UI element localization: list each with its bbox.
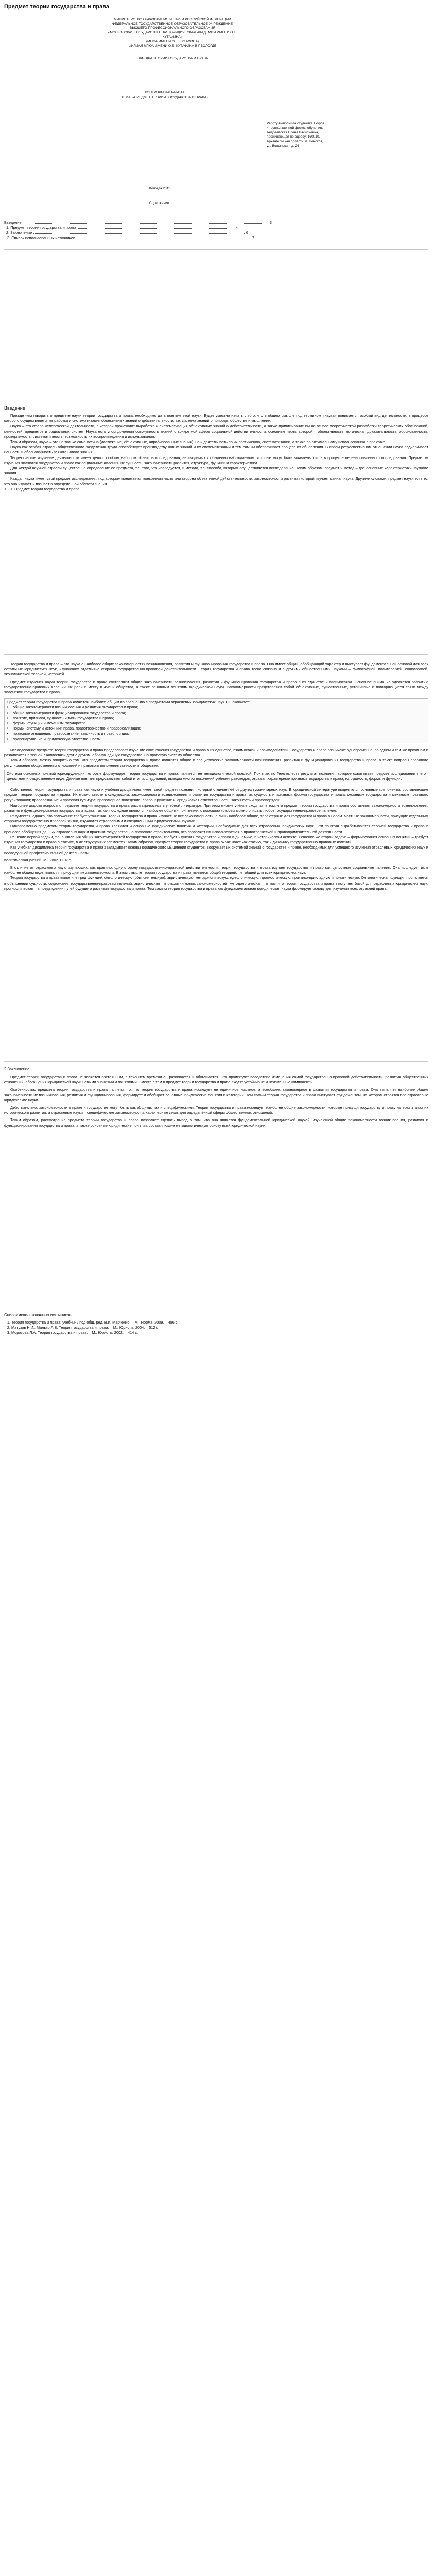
student-info: [267, 122, 354, 149]
paragraph: В отличие от отраслевых наук, изучающих, как правило, одну сторону государственно-правовой действительности, теория государства и права изучает государство и право как целостные социальные явления. Она исследует их в наиболее общем виде, выявляя присущие им закономерности. В этом смысле теория государства и права является общей теорией, т.е. общей для всех юридических наук.: [4, 865, 428, 875]
toc-item-label: 1. Предмет теории государства и права: [6, 225, 76, 230]
references-section: [4, 1313, 428, 1336]
page-divider: [4, 1061, 428, 1062]
page-divider: [4, 249, 428, 250]
paragraph: Прежде чем говорить о предмете науки теории государства и права, необходимо дать понятие этой науки. Будет уместно начать с того, что в общем смысле под термином «наука» понимается особый вид деятельности, в процессе которого осуществляется выработка и систематизация объективных знаний о действительности, т.е. система знаний о природе, обществе и мышлении.: [4, 413, 428, 423]
toc-item-label: 2. Заключение: [6, 230, 32, 235]
title-line: ФИЛИАЛ МГЮА ИМЕНИ О.Е. КУТАФИНА В Г.ВОЛОГДЕ: [128, 44, 217, 48]
references-list: [4, 1320, 428, 1336]
paragraph: Таким образом, наука – это не только сама истина (достижение, объективные, апробированные знания), но и деятельность по их постижению, систематизации, а также по оптимальному использованию в практике.: [10, 439, 386, 445]
paragraph: Исследование предмета теории государства и права предполагает изучение соотношения государства и права в их единстве, взаимосвязи и взаимодействии. Государство и право возникают одновременно, по одним и тем же причинам и развиваются в тесной взаимосвязи друг с другом, образуя единую государственно-правовую систему общества.: [4, 747, 428, 758]
toc-item-label: Введение: [4, 220, 22, 225]
title-line: «МОСКОВСКАЯ ГОСУДАРСТВЕННАЯ ЮРИДИЧЕСКАЯ АКАДЕМИЯ ИМЕНИ О.Е.: [108, 30, 237, 35]
toc-leader: [78, 228, 234, 229]
paragraph: Разумеется, однако, это положение требует уточнения. Теория государства и права изучает не все закономерности, а лишь наиболее общие, характерные для государства и права в целом. Частные закономерности, присущие отдельным сторонам государственно-правовой жизни, изучаются отраслевыми и специальными юридическими науками.: [4, 814, 428, 824]
paragraph: Наука – это сфера человеческой деятельности, в которой происходит выработка и систематизация объективных знаний о действительности, а также приписывание им на основе теоретической разработки теоретических обоснований, ценностей, предметов и социальных систем. Наука есть упорядоченная совокупность знаний о конкретной сфере социальной действительности, основные черты которой – объективность, логическая доказательность, обоснованность, проверяемость, систематичность, возможность их воспроизведения и использования.: [4, 423, 428, 439]
student-line: 4 группы заочной формы обучения,: [267, 126, 323, 130]
work-type: КОНТРОЛЬНАЯ РАБОТА: [145, 91, 185, 94]
reference-item: 1. Теория государства и права: учебник / под общ. ред. В.К. Марченко. – М.: Норма, 2009. – 496 с.: [11, 1320, 428, 1325]
intro-heading: Введение: [4, 405, 25, 411]
student-line: Архангельская область, п. Ненокса,: [267, 140, 323, 144]
paragraph: Особенностью предмета теории государства и права является то, что теория государства и права исследует не единичное, частное, а всеобщее, закономерное в развитии государства и права. Она выявляет наиболее общие закономерности их возникновения, развития и функционирования, формирует и обобщает основные юридические понятия и категории. Тем самым теория государства и права выступает фундаментом, на котором строятся все отраслевые юридические науки.: [4, 1087, 428, 1103]
list-item: • общие закономерности возникновения и развития государства и права;: [7, 705, 138, 710]
student-line: ул. Волынская, д. 26: [267, 144, 299, 148]
title-line: (МГЮА ИМЕНИ О.Е. КУТАФИНА): [146, 39, 199, 43]
toc-item-page: 6: [246, 230, 248, 235]
list-item: • правонарушение и юридическую ответственность.: [7, 736, 101, 741]
toc-title: Содержание: [149, 201, 169, 205]
list-item: • понятие, признаки, сущность и типы государства и права;: [7, 715, 114, 720]
content-box: [4, 698, 428, 743]
paragraph: Предмет теории государства и права не является постоянным, с течением времени он развивается и обогащается. Это происходит вследствие изменения самой государственно-правовой действительности, развития общественных отношений, обогащения юридической науки новыми знаниями и понятиями. Вместе с тем в предмет теории государства и права входят устойчивые и неизменные компоненты.: [4, 1075, 428, 1085]
title-line: ФЕДЕРАЛЬНОЕ ГОСУДАРСТВЕННОЕ ОБРАЗОВАТЕЛЬНОЕ УЧРЕЖДЕНИЕ: [112, 22, 233, 26]
paragraph: Наиболее широко вопросы о предмете теории государства и права рассматривались в учебной литературе. При этом многие учёные сходятся в том, что предмет теории государства и права составляют закономерности возникновения, развития и функционирования государства и права, так как последние являются наиболее общими понятиями, с помощью которых можно описать любое государственно-правовое явление.: [4, 803, 428, 813]
references-heading: Список использованных источников: [4, 1313, 72, 1317]
work-topic: ТЕМА: «ПРЕДМЕТ ТЕОРИИ ГОСУДАРСТВА И ПРАВА»: [121, 96, 208, 99]
list-item: 1. 1. Предмет теории государства и права: [4, 486, 80, 492]
title-spacer: [88, 48, 257, 57]
toc-leader: [33, 233, 245, 234]
reference-item: 2. Матузов Н.И., Малько А.В. Теория государства и права. – М.: Юристъ, 2004. – 512 с.: [11, 1325, 428, 1330]
paragraph: Каждая наука имеет свой предмет исследования, под которым понимается конкретная часть или сторона объективной действительности, закономерности развития которой изучает данная наука. Другими словами, предмет науки есть то, что она изучает и познаёт в определённой области знания.: [4, 476, 428, 486]
paragraph: Собственно, теория государства и права как наука и учебная дисциплина имеет свой предмет познания, который отличает её от других гуманитарных наук. В юридической литературе выделяются основные компоненты, составляющие предмет теории государства и права. Их можно свести к следующим: закономерности возникновения и развития государства и права; их сущность и признаки; формы государства и права; механизм государства и механизм правового регулирования; правосознание и правовая культура; правомерное поведение, правонарушение и юридическая ответственность; законность и правопорядок.: [4, 787, 428, 803]
paragraph: Действительно, закономерности в праве и государстве могут быть как общими, так и специфическими. Теория государства и права исследует наиболее общие закономерности, которые присущи государству и праву на всех этапах их исторического развития, а отраслевые науки – специфические закономерности, характерные лишь для определённой сферы общественных отношений.: [4, 1105, 428, 1115]
paragraph: Теоретическое изучение деятельности имеет дело с особым набором объектов исследования, не сводимых к обыденно наблюдаемым, которые могут быть выявлены лишь в процессе целенаправленного исследования. Предметом изучения являются государство и право как социальные явления, их сущность, закономерности развития, структура, функции и характеристики.: [4, 455, 428, 465]
title-block: [88, 18, 257, 61]
section-list: [4, 487, 428, 492]
toc-item-label: 3. Список использованных источников: [7, 235, 75, 240]
toc-item[interactable]: [4, 235, 254, 241]
toc-leader: [23, 223, 268, 224]
table-of-contents: [4, 220, 272, 241]
toc-item[interactable]: [4, 225, 238, 230]
city-year: Вологда 2011: [149, 187, 170, 190]
content-box: [4, 770, 428, 783]
student-line: Работу выполнила студентка I курса: [267, 122, 324, 125]
list-item: • общие закономерности функционирования государства и права;: [7, 710, 126, 715]
title-line: ВЫСШЕГО ПРОФЕССИОНАЛЬНОГО ОБРАЗОВАНИЯ: [129, 26, 216, 30]
title-line: КУТАФИНА»: [162, 35, 183, 39]
intro-section: [4, 405, 428, 492]
list-item: • формы, функции и механизм государства;: [7, 721, 87, 726]
toc-item[interactable]: [4, 230, 248, 235]
paragraph: Одновременно предметом теории государства и права являются и основные юридические понятия и категории, необходимые для всех отраслевых юридических наук. Эти понятия вырабатываются теорией государства и права в процессе обобщения данных отраслевых наук и практики государственно-правового строительства, что позволяет им использоваться в правотворческой и правоприменительной деятельности.: [4, 824, 428, 834]
toc-item-page: 3: [269, 220, 272, 225]
student-line: Андреевская Елена Васильевна,: [267, 130, 319, 134]
paragraph: Как учебная дисциплина теория государства и права закладывает основы юридического мышления студентов, вооружает их системой знаний о государстве и праве, необходимых для успешного изучения отраслевых юридических наук и последующей профессиональной деятельности.: [4, 845, 428, 855]
paragraph: Теория государства и права – это наука о наиболее общих закономерностях возникновения, развития и функционирования государства и права. Она имеет общий, обобщающий характер и выступает фундаментальной основой для всех остальных юридических наук, изучающих отдельные стороны государственно-правовой действительности. Теория государства и права тесно связана и с другими общественными науками – философией, политологией, социологией, экономической теорией, историей.: [4, 662, 428, 677]
paragraph: Таким образом, рассмотрение предмета теории государства и права позволяет сделать вывод о том, что она является фундаментальной юридической наукой, изучающей общие закономерности возникновения, развития и функционирования государства и права, а также основные юридические понятия, составляющие методологическую основу всей юридической науки.: [4, 1117, 428, 1128]
conclusion-section: [4, 1066, 428, 1128]
box-intro: Предмет теории государства и права является наиболее общим по сравнению с предметами отраслевых юридических наук. Он включает:: [7, 700, 250, 705]
paragraph: Для каждой научной отрасли существенно определение её предмета, т.е. того, что исследуется, и метода, т.е. способа, которым осуществляется исследование. Таким образом, предмет и метод – две основные характеристики научного знания.: [4, 466, 428, 476]
document-title: Предмет теории государства и права: [4, 4, 109, 10]
reference-item: 3. Морозова Л.А. Теория государства и права. – М.: Юристъ, 2002. – 414 с.: [11, 1330, 428, 1335]
toc-item[interactable]: [4, 220, 272, 225]
title-line: МИНИСТЕРСТВО ОБРАЗОВАНИЯ И НАУКИ РОССИЙСКОЙ ФЕДЕРАЦИИ: [114, 18, 231, 21]
footnote: политическая учений. М., 2002. С. 415.: [4, 857, 73, 862]
list-item: • нормы, систему и источники права, правотворчество и правореализацию;: [7, 726, 143, 731]
paragraph: Таким образом, можно говорить о том, что предметом теории государства и права являются общие и специфические закономерности возникновения, развития и функционирования государства и права, а также вопросы правового регулирования общественных отношений и правового положения личности в обществе.: [4, 758, 428, 768]
paragraph: Система основных понятий юриспруденции, которые формулирует теория государства и права, является ее методологической основой. Понятие, по Гегелю, есть результат познания, которое охватывает предмет исследования в его целостном и существенном виде. Данные понятия представляют собой итог исследований, выводы многих поколений учёных-правоведов, отражая характерные признаки государства и права, их сущность, формы и функции.: [7, 771, 426, 781]
box-list: [7, 705, 426, 741]
paragraph: Предмет изучения науки теории государства и права составляют общие закономерности возникновения, развития и функционирования государства и права в их единстве и взаимосвязи. Основное внимание уделяется развитию государственно-правовых явлений, их роли и месту в жизни общества, а также основным понятиям юридической науки. Закономерности представляют собой объективные, существенные, устойчивые и повторяющиеся связи между явлениями государства и права.: [4, 679, 428, 695]
student-line: проживающая по адресу: 160010,: [267, 135, 320, 139]
department-line: КАФЕДРА ТЕОРИИ ГОСУДАРСТВА И ПРАВА: [136, 57, 208, 61]
toc-item-page: 4: [235, 225, 238, 230]
conclusion-heading: 2.Заключение: [4, 1066, 30, 1071]
page-divider: [4, 654, 428, 655]
toc-item-page: 7: [252, 235, 254, 240]
paragraph: Наука как особая отрасль общественного разделения труда способствует производству новых знаний и их систематизации и тем самым обеспечивает процесс их обновления. В своём ретроспективном отношении наука подчёркивает ценность и обоснованность всякого нового знания.: [4, 445, 428, 455]
list-item: • правовые отношения, правосознание, законность и правопорядок;: [7, 731, 130, 736]
section-1: [4, 662, 428, 891]
paragraph: Решение первой задачи, т.е. выявления общих закономерностей государства и права, требует изучения государства и права в динамике, в историческом аспекте. Решение же второй задачи – формирования основных понятий – требует изучения государства и права в статике, в их структурных элементах. Таким образом, предмет теории государства и права охватывает как статику, так и динамику государственно-правовых явлений.: [4, 834, 428, 845]
paragraph: Теория государства и права выполняет ряд функций: онтологическую (объяснительную), эвристическую, методологическую, идеологическую, прогностическую, практико-прикладную и политическую. Онтологическая функция проявляется в объяснении сущности, содержания государственно-правовых явлений; эвристическая – в открытии новых закономерностей; методологическая – в том, что теория государства и права выступает базой для отраслевых юридических наук; прогностическая – в предвидении путей будущего развития государства и права. Тем самым теория государства и права как фундаментальная юридическая наука формирует основу для изучения всех отраслей права.: [4, 875, 428, 891]
